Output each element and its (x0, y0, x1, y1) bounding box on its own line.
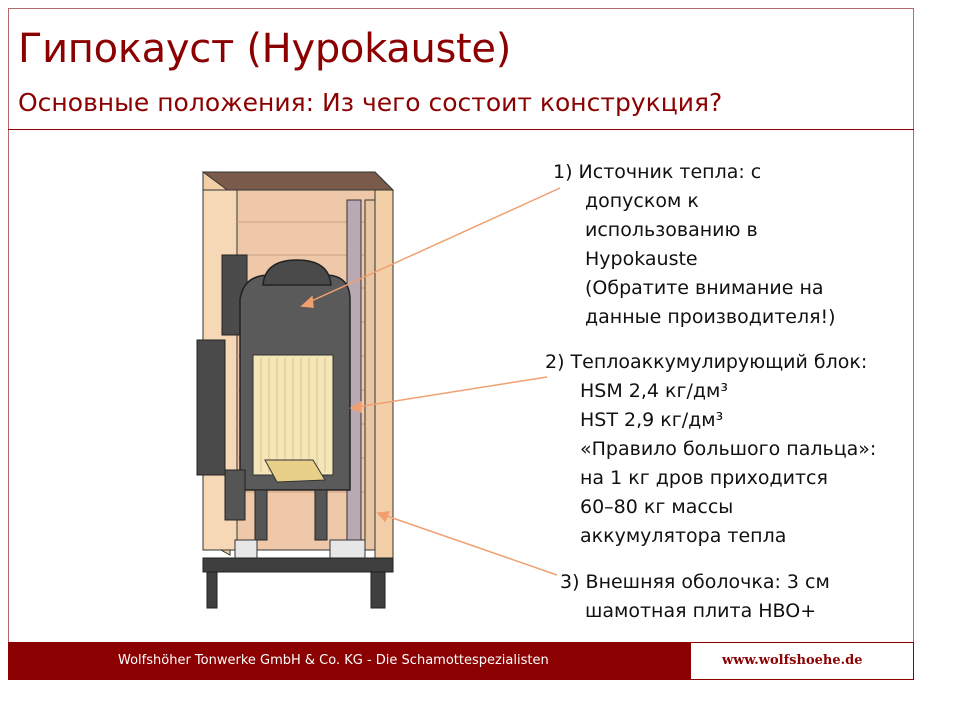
point-line: 2) Теплоаккумулирующий блок: (545, 351, 868, 373)
firebox-leg-right (315, 490, 327, 540)
firebox-door (197, 340, 225, 475)
point-storage-block (545, 348, 876, 551)
point-line: Hypokauste (585, 248, 698, 270)
point-line: использованию в (585, 219, 758, 241)
point-line: допуском к (585, 190, 699, 212)
outer-shell-right (375, 190, 393, 558)
title-divider (8, 129, 914, 130)
point-line: HST 2,9 кг/дм³ (580, 409, 724, 431)
footer-company: Wolfshöher Tonwerke GmbH & Co. KG - Die Schamottespezialisten (118, 653, 549, 668)
point-line: аккумулятора тепла (580, 525, 787, 547)
stove-top-slab (203, 172, 393, 190)
point-line: (Обратите внимание на (585, 277, 824, 299)
slide-subtitle: Основные положения: Из чего состоит конструкция? (18, 88, 723, 117)
point-line: 3) Внешняя оболочка: 3 см (560, 571, 830, 593)
point-line: «Правило большого пальца»: (580, 438, 877, 460)
slide-title: Гипокауст (Hypokauste) (18, 26, 512, 72)
arrow-outer-shell (384, 515, 557, 575)
point-line: на 1 кг дров приходится (580, 467, 828, 489)
point-line: 60–80 кг массы (580, 496, 734, 518)
point-line: данные производителя!) (585, 306, 836, 328)
point-outer-shell (560, 568, 830, 626)
base-block-left (235, 540, 257, 558)
firebox-leg-left (255, 490, 267, 540)
footer-website-link[interactable]: www.wolfshoehe.de (722, 653, 863, 668)
steel-base-frame (203, 558, 393, 572)
point-line: шамотная плита HBO+ (585, 600, 817, 622)
point-line: HSM 2,4 кг/дм³ (580, 380, 728, 402)
point-line: 1) Источник тепла: с (553, 161, 762, 183)
point-heat-source (553, 158, 836, 332)
